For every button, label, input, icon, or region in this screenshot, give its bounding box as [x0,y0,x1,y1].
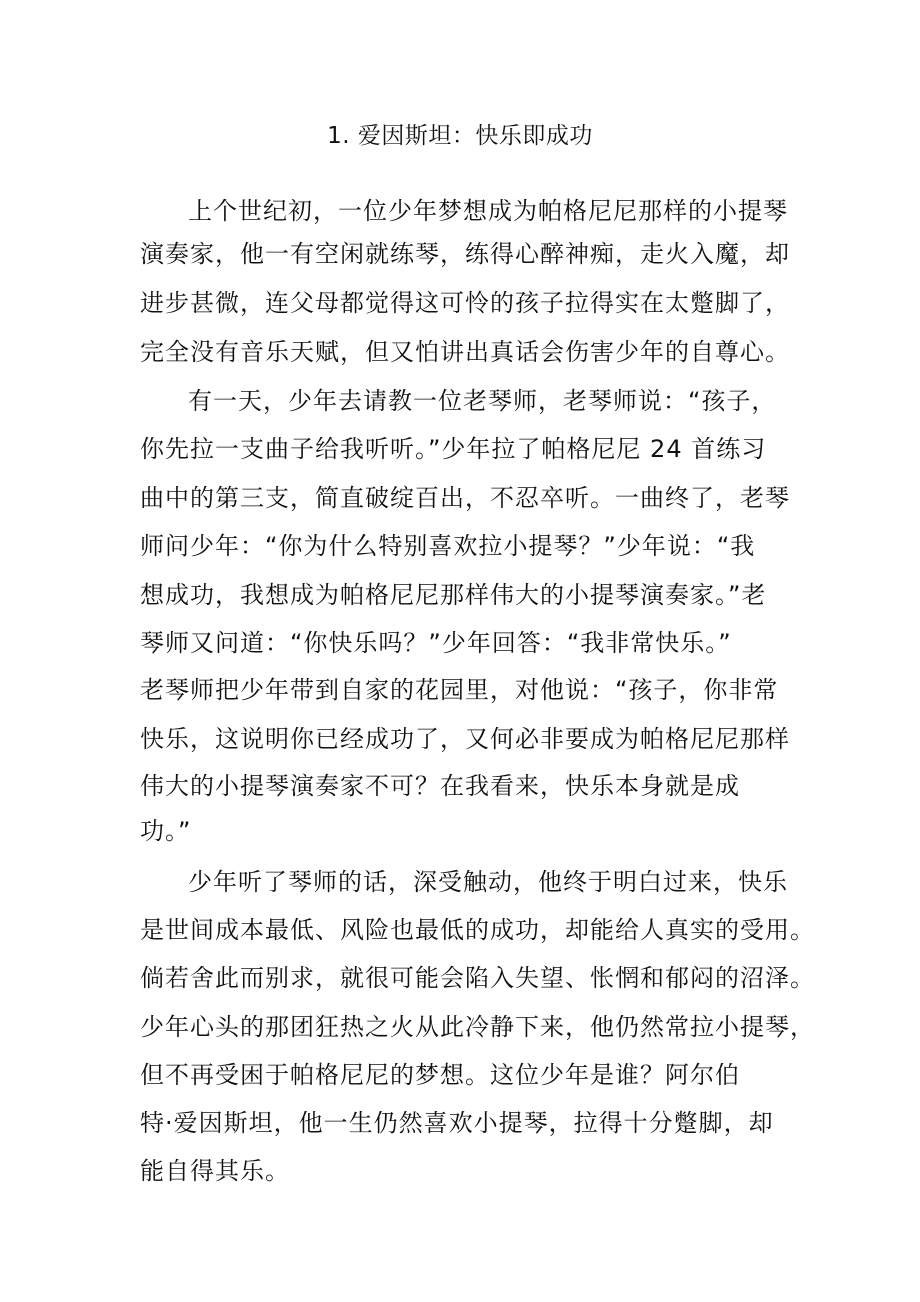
paragraph-line: 琴师又问道：“你快乐吗？”少年回答：“我非常快乐。” [140,629,732,657]
paragraph-line: 有一天，少年去请教一位老琴师，老琴师说：“孩子， [188,387,777,415]
paragraph-line: 伟大的小提琴演奏家不可？在我看来，快乐本身就是成 [140,772,740,800]
paragraph-line: 倘若舍此而别求，就很可能会陷入失望、怅惘和郁闷的沼泽。 [140,964,815,992]
paragraph-line: 快乐，这说明你已经成功了，又何必非要成为帕格尼尼那样 [140,725,790,753]
paragraph-line: 想成功，我想成为帕格尼尼那样伟大的小提琴演奏家。”老 [140,581,767,609]
page-title: 1. 爱因斯坦：快乐即成功 [327,123,593,149]
paragraph-line: 老琴师把少年带到自家的花园里，对他说：“孩子，你非常 [140,676,779,704]
paragraph-line: 少年听了琴师的话，深受触动，他终于明白过来，快乐 [188,868,788,896]
paragraph-line: 少年心头的那团狂热之火从此冷静下来，他仍然常拉小提琴， [140,1013,815,1041]
paragraph-line: 演奏家，他一有空闲就练琴，练得心醉神痴，走火入魔，却 [140,240,790,268]
paragraph-line: 师问少年：“你为什么特别喜欢拉小提琴？”少年说：“我 [140,532,756,560]
paragraph-line: 完全没有音乐天赋，但又怕讲出真话会伤害少年的自尊心。 [140,338,790,366]
paragraph-line: 曲中的第三支，简直破绽百出，不忍卒听。一曲终了，老琴 [140,484,790,512]
paragraph-line: 是世间成本最低、风险也最低的成功，却能给人真实的受用。 [140,916,815,944]
paragraph-line: 能自得其乐。 [140,1157,290,1185]
paragraph-line: 特·爱因斯坦，他一生仍然喜欢小提琴，拉得十分蹩脚，却 [140,1109,774,1137]
paragraph-line: 你先拉一支曲子给我听听。”少年拉了帕格尼尼 24 首练习 [140,435,767,463]
paragraph-line: 功。” [140,817,192,845]
paragraph-line: 上个世纪初，一位少年梦想成为帕格尼尼那样的小提琴 [188,197,788,225]
paragraph-line: 但不再受困于帕格尼尼的梦想。这位少年是谁？阿尔伯 [140,1061,740,1089]
paragraph-line: 进步甚微，连父母都觉得这可怜的孩子拉得实在太蹩脚了， [140,289,790,317]
